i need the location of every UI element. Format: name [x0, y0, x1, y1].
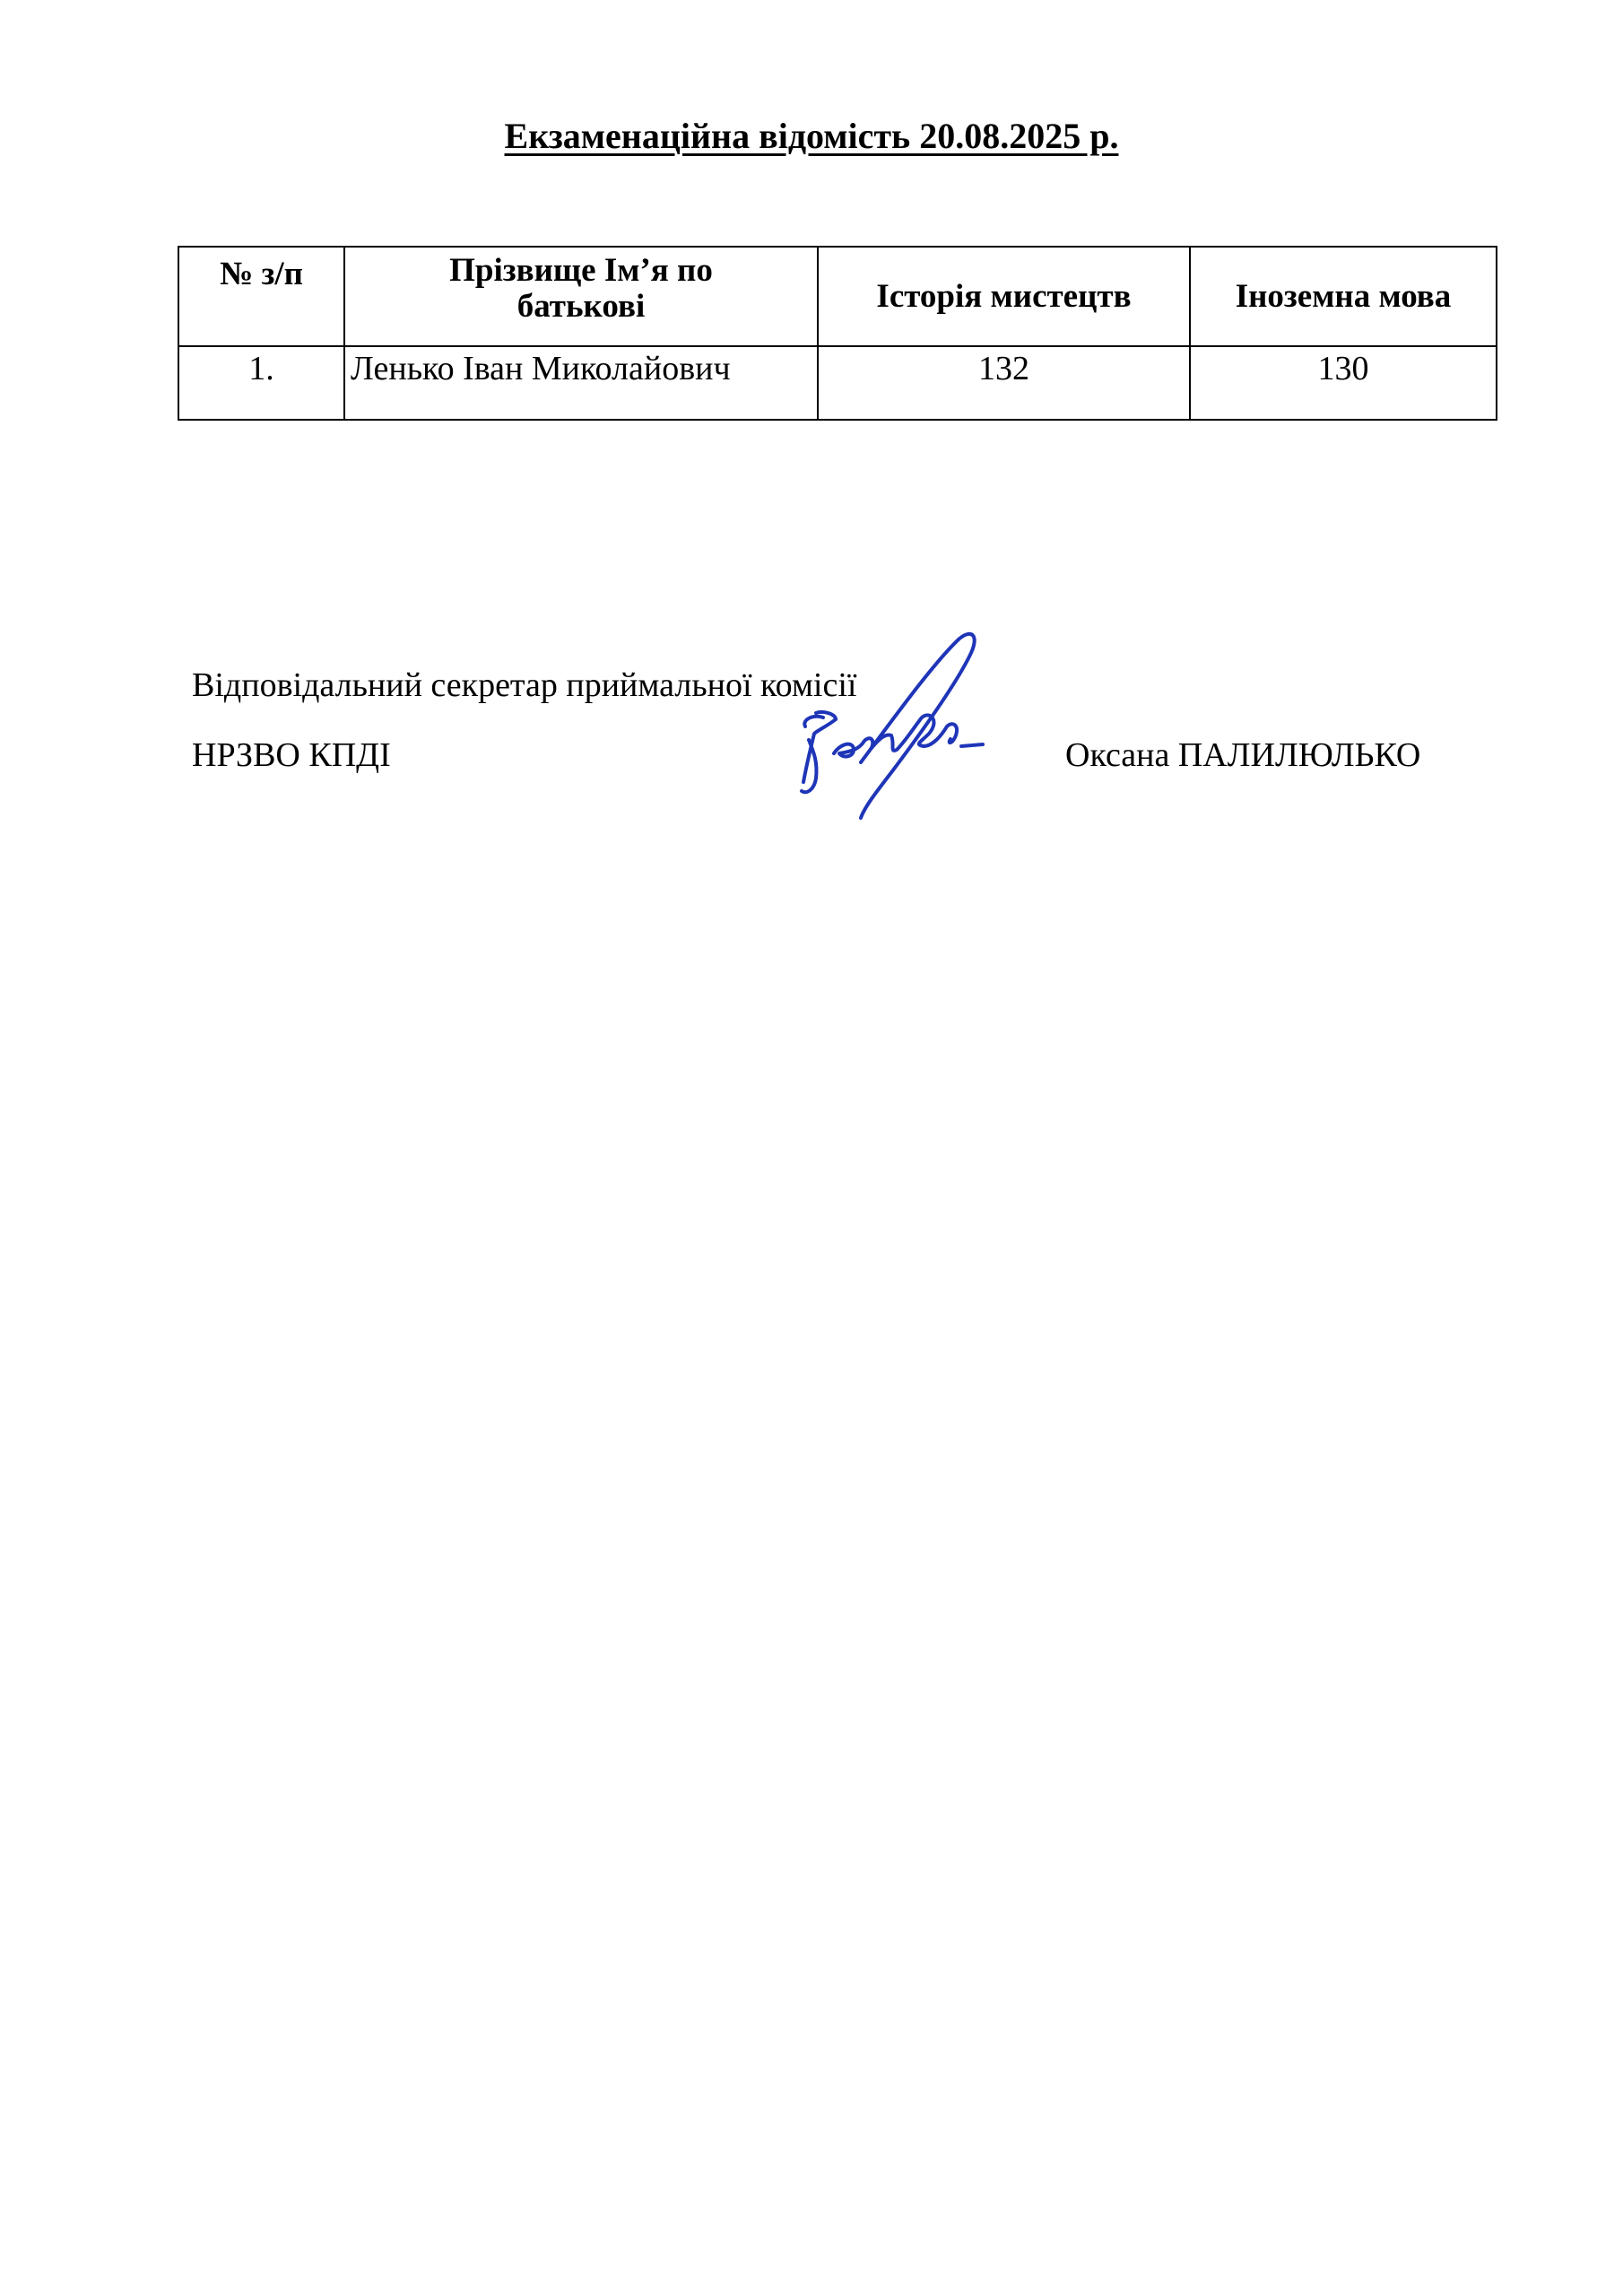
row-full-name: Ленько Іван Миколайович [344, 346, 818, 420]
header-full-name-line1: Прізвище Ім’я по [449, 252, 713, 289]
header-number: № з/п [178, 247, 344, 346]
handwritten-signature [771, 628, 1031, 834]
table-header-row [178, 247, 1497, 346]
document-title: Екзаменаційна відомість 20.08.2025 р. [504, 116, 1119, 156]
signer-name: Оксана ПАЛИЛЮЛЬКО [1065, 736, 1421, 774]
row-art-history-score: 132 [818, 346, 1190, 420]
header-foreign-language: Іноземна мова [1190, 247, 1497, 346]
header-art-history: Історія мистецтв [818, 247, 1190, 346]
exam-results-table [178, 246, 1497, 421]
secretary-position-line1: Відповідальний секретар приймальної комісії [192, 666, 857, 704]
row-number: 1. [178, 346, 344, 420]
header-full-name-line2: батькові [516, 288, 646, 325]
secretary-position-line2: НРЗВО КПДІ [192, 736, 391, 774]
row-foreign-language-score: 130 [1190, 346, 1497, 420]
table-row [178, 346, 1497, 420]
header-full-name [344, 247, 818, 346]
